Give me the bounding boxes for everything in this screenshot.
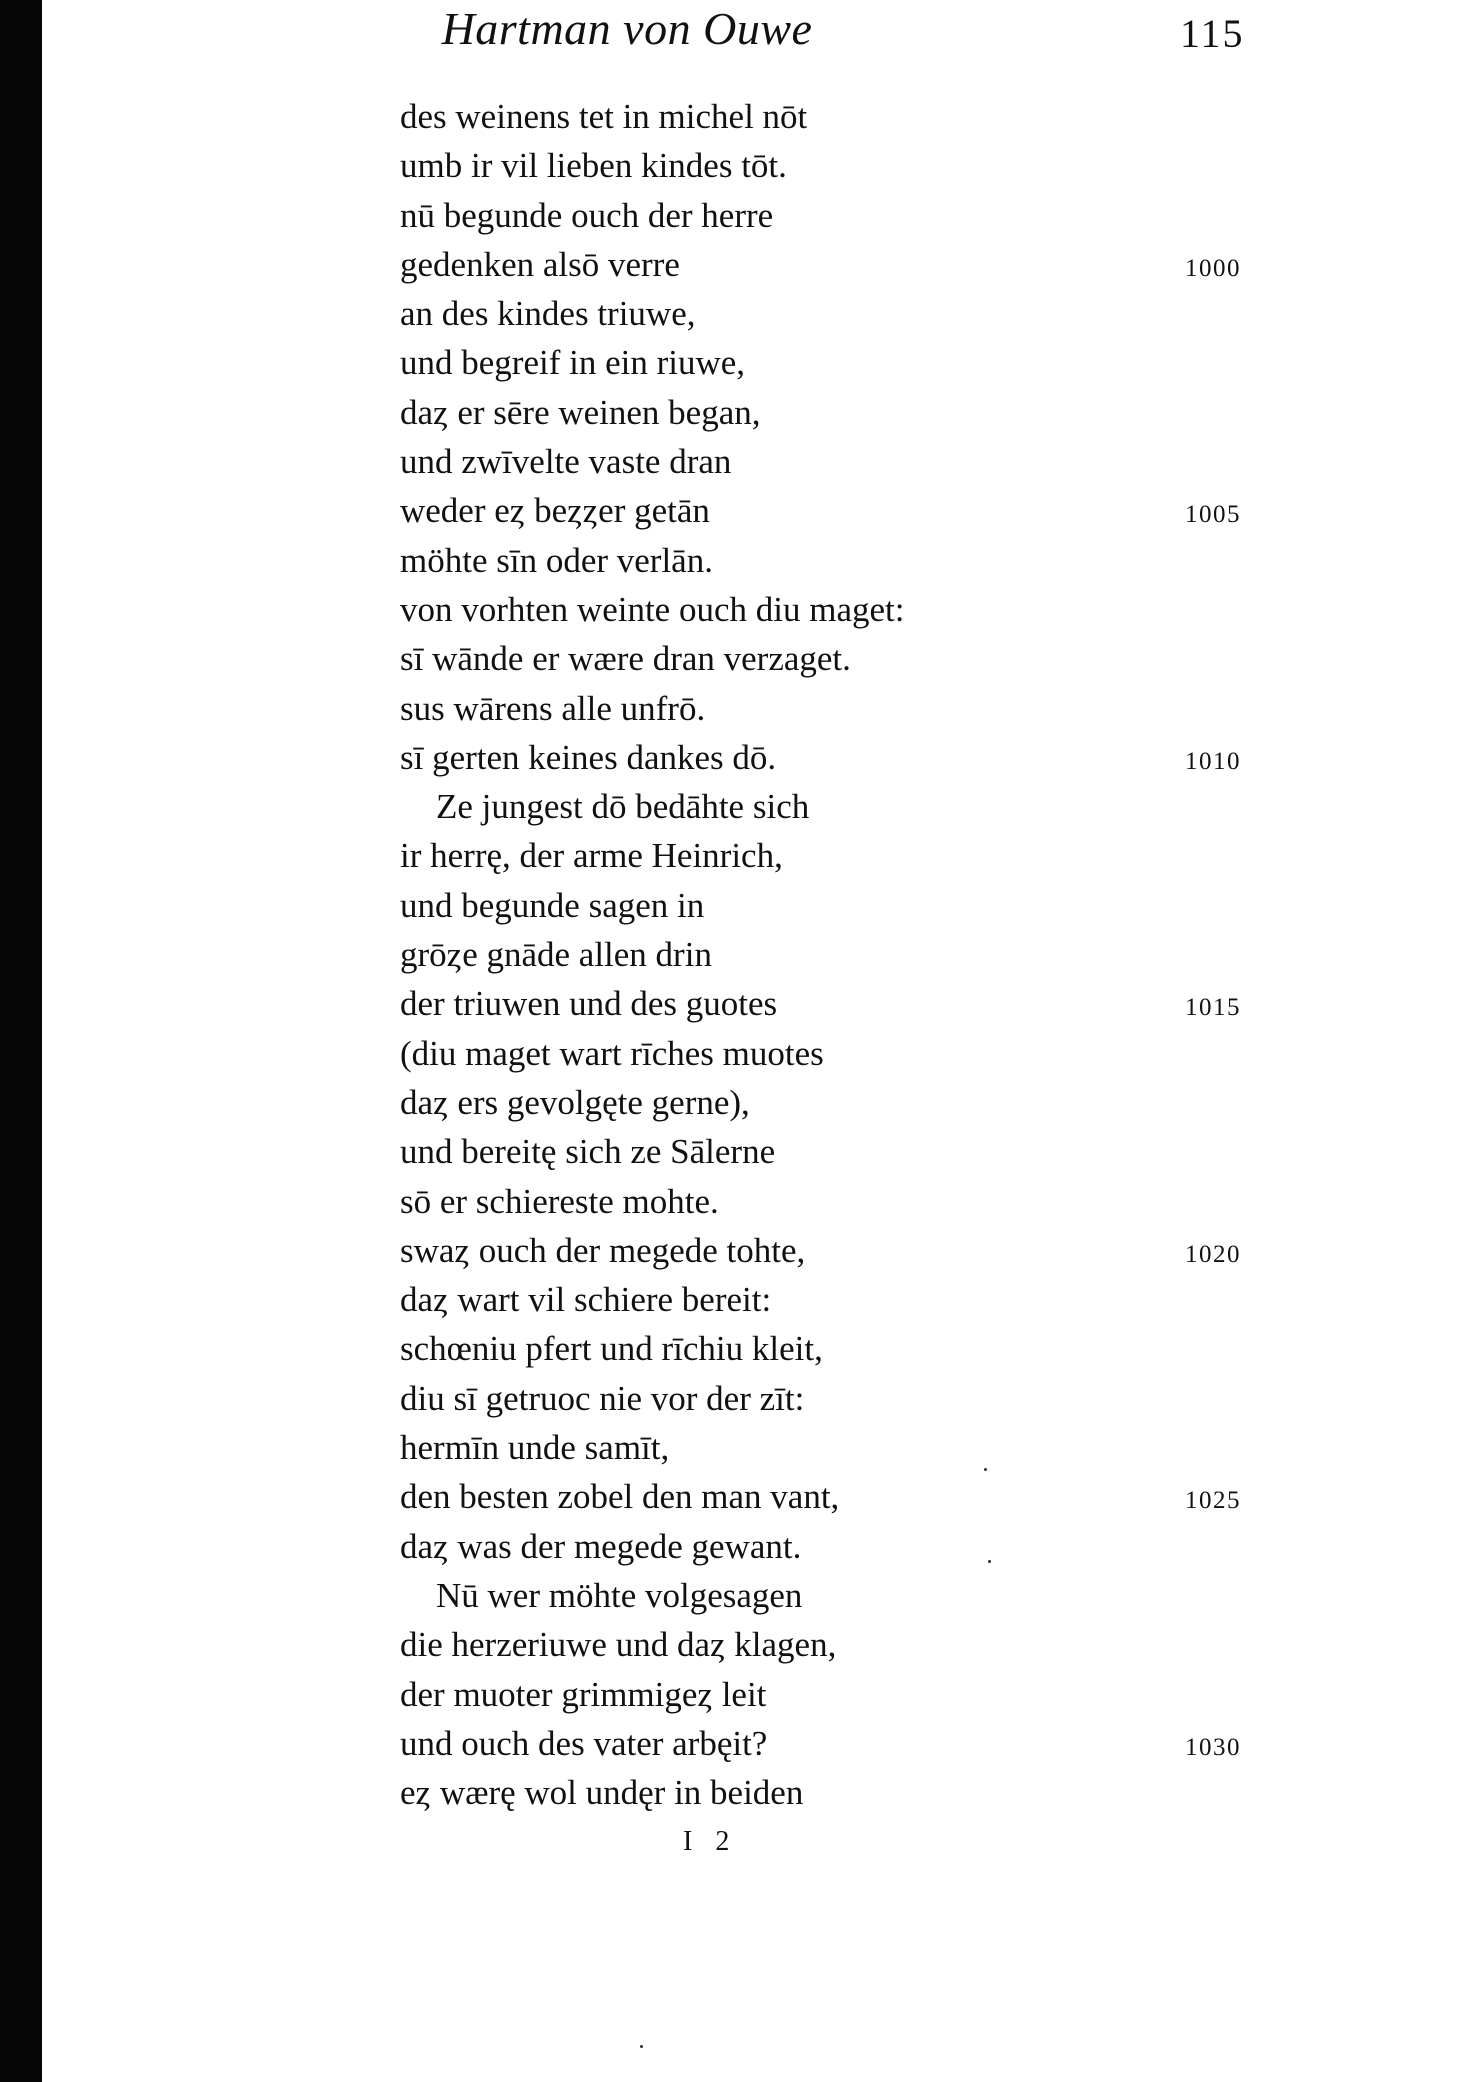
verse-line (400, 1029, 1280, 1078)
verse-text: daȥ ers gevolgęte gerne), (400, 1082, 750, 1122)
verse-line (400, 536, 1280, 585)
verse-text: ir herrę, der arme Heinrich, (400, 836, 783, 876)
verse-line (400, 1423, 1280, 1472)
verse-text: weder eȥ beȥȥer getān (400, 491, 710, 531)
verse-line (400, 1078, 1280, 1127)
verse-line (400, 437, 1280, 486)
verse-text: umb ir vil lieben kindes tōt. (400, 146, 787, 186)
verse-text: an des kindes triuwe, (400, 294, 696, 334)
verse-line (400, 191, 1280, 240)
verse-line (400, 881, 1280, 930)
running-title: Hartman von Ouwe (441, 3, 813, 54)
verse-line (400, 1324, 1280, 1373)
verse-text: und ouch des vater arbęit? (400, 1723, 768, 1763)
binding-edge (0, 0, 42, 2082)
verse-text: sī gerten keines dankes dō. (400, 737, 777, 777)
print-speck (640, 2045, 643, 2048)
verse-line (400, 1670, 1280, 1719)
verse-text: sus wārens alle unfrō. (400, 688, 706, 728)
verse-text: und begreif in ein riuwe, (400, 343, 746, 383)
line-number: 1010 (1185, 747, 1241, 775)
verse-text: daȥ was der megede gewant. (400, 1526, 802, 1566)
line-number: 1000 (1185, 254, 1241, 282)
verse-text: von vorhten weinte ouch diu maget: (400, 589, 905, 629)
verse-line (400, 240, 1280, 289)
verse-text: möhte sīn oder verlān. (400, 540, 713, 580)
verse-line (400, 289, 1280, 338)
verse-line (400, 1177, 1280, 1226)
line-number: 1020 (1185, 1240, 1241, 1268)
verse-line (400, 1226, 1280, 1275)
line-number: 1015 (1185, 994, 1241, 1022)
verse-line (400, 338, 1280, 387)
verse-text: und zwīvelte vaste dran (400, 442, 732, 482)
verse-block (400, 92, 1280, 1817)
verse-text: der muoter grimmigeȥ leit (400, 1674, 767, 1714)
line-number: 1030 (1185, 1733, 1241, 1761)
line-number: 1005 (1185, 501, 1241, 529)
verse-text: die herzeriuwe und daȥ klagen, (400, 1625, 837, 1665)
verse-line (400, 831, 1280, 880)
verse-text: sī wānde er wære dran verzaget. (400, 639, 851, 679)
verse-text: Ze jungest dō bedāhte sich (436, 787, 810, 827)
verse-line (400, 1719, 1280, 1768)
print-speck (988, 1560, 991, 1563)
verse-line (400, 634, 1280, 683)
verse-text: und begunde sagen in (400, 885, 705, 925)
verse-line (400, 1374, 1280, 1423)
verse-line (400, 979, 1280, 1028)
verse-text: Nū wer möhte volgesagen (436, 1575, 803, 1615)
verse-text: daȥ wart vil schiere bereit: (400, 1280, 772, 1320)
verse-line (400, 486, 1280, 535)
verse-text: schœniu pfert und rīchiu kleit, (400, 1329, 823, 1369)
verse-line (400, 684, 1280, 733)
verse-text: gedenken alsō verre (400, 244, 680, 284)
verse-text: hermīn unde samīt, (400, 1428, 670, 1468)
verse-text: (diu maget wart rīches muotes (400, 1033, 824, 1073)
verse-line (400, 782, 1280, 831)
verse-text: swaȥ ouch der megede tohte, (400, 1230, 806, 1270)
verse-text: diu sī getruoc nie vor der zīt: (400, 1378, 805, 1418)
verse-text: eȥ wærę wol undęr in beiden (400, 1773, 804, 1813)
verse-line (400, 388, 1280, 437)
verse-line (400, 1522, 1280, 1571)
verse-text: und bereitę sich ze Sālerne (400, 1132, 776, 1172)
verse-line (400, 141, 1280, 190)
verse-text: daȥ er sēre weinen began, (400, 392, 761, 432)
verse-text: den besten zobel den man vant, (400, 1477, 840, 1517)
verse-line (400, 585, 1280, 634)
verse-line (400, 1275, 1280, 1324)
verse-text: nū begunde ouch der herre (400, 195, 774, 235)
line-number: 1025 (1185, 1487, 1241, 1515)
print-speck (984, 1468, 987, 1471)
verse-line (400, 930, 1280, 979)
running-head (0, 0, 1474, 70)
verse-line (400, 1620, 1280, 1669)
verse-line (400, 92, 1280, 141)
page-number: 115 (1180, 11, 1245, 56)
verse-line (400, 1768, 1280, 1817)
signature-mark: I 2 (683, 1826, 738, 1857)
verse-text: der triuwen und des guotes (400, 984, 778, 1024)
verse-text: grōȥe gnāde allen drin (400, 935, 712, 975)
verse-text: des weinens tet in michel nōt (400, 97, 808, 136)
verse-line (400, 733, 1280, 782)
verse-line (400, 1571, 1280, 1620)
verse-line (400, 1127, 1280, 1176)
verse-line (400, 1472, 1280, 1521)
verse-text: sō er schiereste mohte. (400, 1181, 719, 1221)
